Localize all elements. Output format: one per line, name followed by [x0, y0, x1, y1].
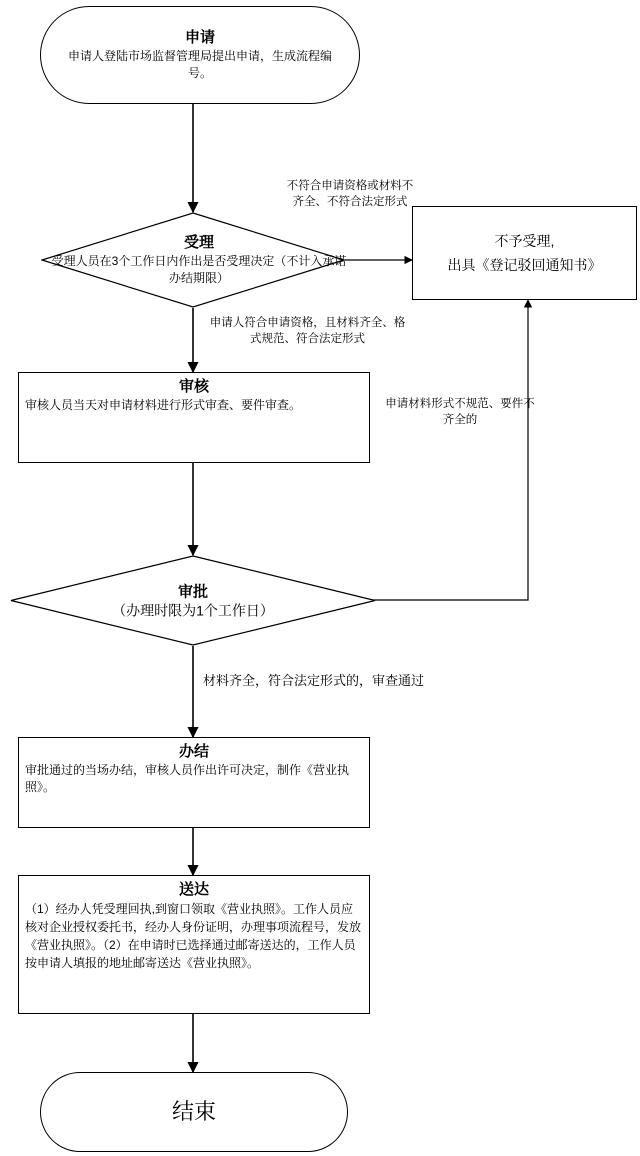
node-deliver-body: （1）经办人凭受理回执,到窗口领取《营业执照》。工作人员应核对企业授权委托书，经办人身份证明，办理事项流程号，发放《营业执照》。（2）在申请时已选择通过邮寄送达的，工作人员按申请人填报的地址邮寄送达《营业执照》。 — [25, 902, 362, 970]
node-review-body: 审核人员当天对申请材料进行形式审查、要件审查。 — [25, 398, 302, 412]
node-accept-body: 受理人员在3个工作日内作出是否受理决定（不计入承诺办结期限） — [51, 254, 347, 285]
node-finish-body: 审批通过的当场办结，审核人员作出许可决定，制作《营业执照》。 — [25, 763, 350, 794]
node-approve-label — [10, 582, 376, 619]
edge-label-accept-pass: 申请人符合申请资格，且材料齐全、格式规范、符合法定形式 — [209, 317, 406, 345]
node-review-title: 审核 — [178, 378, 209, 395]
node-accept-label — [41, 233, 357, 287]
node-reject-line1: 不予受理, — [494, 233, 555, 249]
node-approve-body: （办理时限为1个工作日） — [112, 602, 274, 618]
node-finish-title: 办结 — [178, 743, 209, 760]
node-accept-title: 受理 — [183, 234, 214, 251]
edge-label-material-invalid: 申请材料形式不规范、要件不齐全的 — [385, 398, 535, 426]
edge-label-reject-reason: 不符合申请资格或材料不齐全、不符合法定形式 — [286, 180, 414, 208]
node-apply-title: 申请 — [184, 29, 215, 46]
node-reject-line2: 出具《登记驳回通知书》 — [447, 257, 602, 273]
edge-label-approve-pass: 材料齐全，符合法定形式的，审查通过 — [203, 673, 425, 688]
node-finish[interactable] — [18, 737, 370, 828]
node-apply[interactable] — [40, 6, 360, 104]
node-reject[interactable] — [412, 206, 637, 300]
node-review[interactable] — [18, 372, 370, 463]
node-end-title: 结束 — [171, 1099, 216, 1124]
node-approve-title: 审批 — [177, 583, 208, 600]
node-deliver-title: 送达 — [178, 881, 209, 898]
node-approve[interactable] — [10, 555, 376, 646]
node-end[interactable] — [40, 1072, 348, 1152]
node-apply-body: 申请人登陆市场监督管理局提出申请，生成流程编号。 — [67, 49, 332, 80]
node-deliver[interactable] — [18, 875, 370, 1014]
node-accept[interactable] — [41, 212, 345, 308]
